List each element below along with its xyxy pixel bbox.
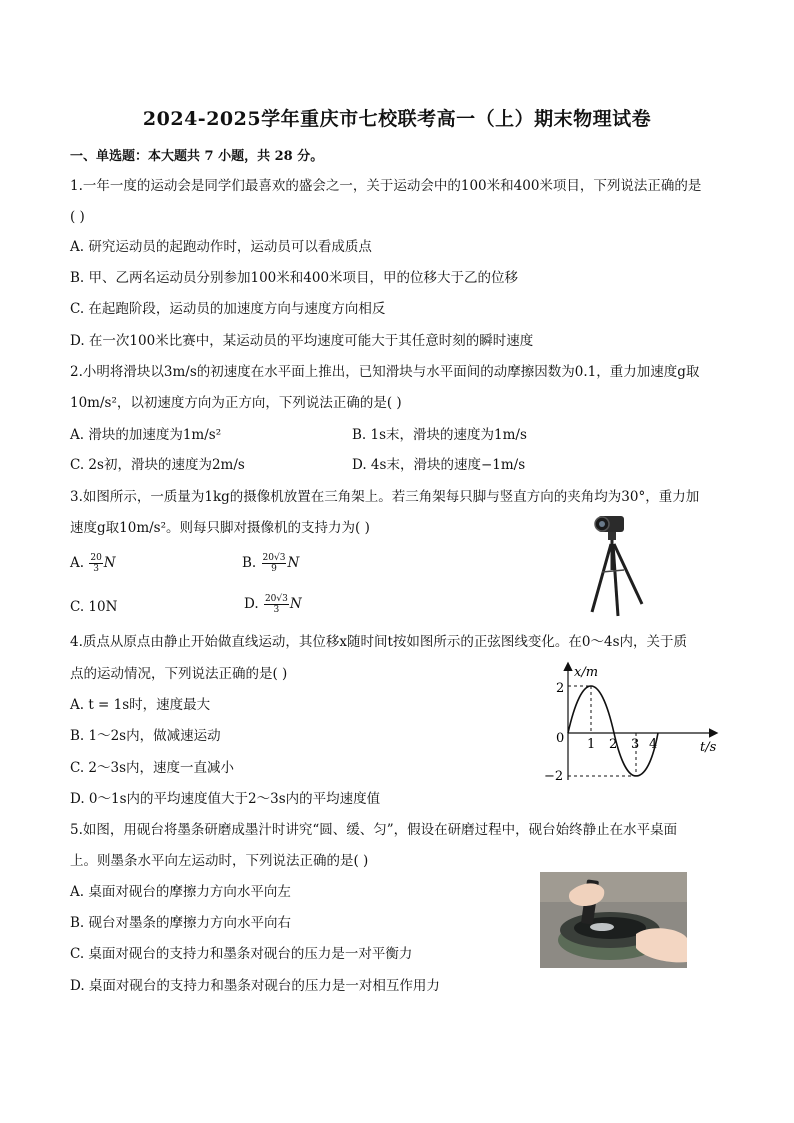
q4-option-c: C. 2～3s内，速度一直减小 [70, 760, 235, 776]
fraction-numerator: 20 [90, 553, 102, 563]
q2-stem-line2: 10m/s²，以初速度方向为正方向，下列说法正确的是( ) [70, 395, 402, 411]
q2-option-a: A. 滑块的加速度为1m/s² [70, 427, 222, 443]
x-tick-3: 3 [631, 737, 640, 752]
q1-stem-line1: 1.一年一度的运动会是同学们最喜欢的盛会之一，关于运动会中的100米和400米项目，下列说法正确的是 [70, 178, 702, 194]
q3-option-d-fraction [264, 594, 289, 615]
fraction-numerator: 20√3 [264, 594, 288, 604]
tripod-brace [602, 570, 624, 572]
q1-option-c: C. 在起跑阶段，运动员的加速度方向与速度方向相反 [70, 301, 386, 317]
unit: N [287, 555, 300, 571]
section-heading: 一、单选题：本大题共 7 小题，共 28 分。 [70, 149, 324, 164]
ink-reflection [590, 923, 614, 931]
y-tick-positive: 2 [556, 681, 565, 696]
q3-option-c: C. 10N [70, 599, 118, 615]
q4-option-b: B. 1～2s内，做减速运动 [70, 728, 221, 744]
origin-label: 0 [556, 731, 565, 746]
q3-option-b-label: B. [242, 555, 257, 571]
table-far [540, 872, 687, 902]
q4-option-a: A. t = 1s时，速度最大 [70, 697, 211, 713]
q4-stem-line1: 4.质点从原点由静止开始做直线运动，其位移x随时间t按如图所示的正弦图线变化。在0～4s内，关于质 [70, 634, 688, 650]
q3-option-a [70, 553, 116, 574]
x-axis-label: t/s [700, 740, 717, 755]
q5-stem-line2: 上。则墨条水平向左运动时，下列说法正确的是( ) [70, 853, 369, 869]
q3-option-d-label: D. [244, 596, 259, 612]
sine-displacement-graph [538, 658, 724, 786]
lens-glass [599, 521, 605, 527]
q1-stem-line2: ( ) [70, 209, 85, 225]
q5-stem-line1: 5.如图，用砚台将墨条研磨成墨汁时讲究“圆、缓、匀”，假设在研磨过程中，砚台始终静止在水平桌面 [70, 822, 678, 838]
x-tick-1: 1 [587, 737, 596, 752]
tripod-camera-image [578, 512, 650, 620]
fraction-numerator: 20√3 [262, 553, 286, 563]
unit: N [103, 555, 116, 571]
x-tick-4: 4 [649, 737, 658, 752]
q3-option-b-fraction [262, 553, 287, 574]
q4-option-d: D. 0～1s内的平均速度值大于2～3s内的平均速度值 [70, 791, 381, 807]
tripod-leg-left [592, 544, 611, 612]
tripod-leg-center [613, 544, 618, 616]
tripod-leg-right [614, 544, 642, 604]
q2-option-d: D. 4s末，滑块的速度−1m/s [352, 457, 526, 473]
x-tick-2: 2 [609, 737, 618, 752]
q1-option-b: B. 甲、乙两名运动员分别参加100米和400米项目，甲的位移大于乙的位移 [70, 270, 519, 286]
q2-stem-line1: 2.小明将滑块以3m/s的初速度在水平面上推出，已知滑块与水平面间的动摩擦因数为0.1，重力加速度g取 [70, 364, 700, 380]
q2-option-b: B. 1s末，滑块的速度为1m/s [352, 427, 527, 443]
y-tick-negative: −2 [544, 769, 564, 784]
q5-option-b: B. 砚台对墨条的摩擦力方向水平向右 [70, 915, 292, 931]
fraction-denominator: 3 [273, 605, 280, 615]
inkstone-photo [540, 872, 687, 968]
q3-option-d [244, 594, 302, 615]
q3-option-b [242, 553, 299, 574]
y-axis-label: x/m [574, 665, 599, 680]
q5-option-c: C. 桌面对砚台的支持力和墨条对砚台的压力是一对平衡力 [70, 946, 413, 962]
tripod-head [608, 532, 616, 540]
sine-curve [568, 686, 658, 776]
q3-option-a-fraction [89, 553, 102, 574]
unit: N [289, 596, 302, 612]
q5-option-a: A. 桌面对砚台的摩擦力方向水平向左 [70, 884, 291, 900]
q3-stem-line2: 速度g取10m/s²。则每只脚对摄像机的支持力为( ) [70, 520, 370, 536]
q1-option-d: D. 在一次100米比赛中，某运动员的平均速度可能大于其任意时刻的瞬时速度 [70, 333, 534, 349]
fraction-denominator: 9 [271, 564, 277, 574]
q2-option-c: C. 2s初，滑块的速度为2m/s [70, 457, 245, 473]
q3-option-a-label: A. [70, 555, 85, 571]
q3-stem-line1: 3.如图所示，一质量为1kg的摄像机放置在三角架上。若三角架每只脚与竖直方向的夹角均为30°，重力加 [70, 489, 700, 505]
q4-stem-line2: 点的运动情况，下列说法正确的是( ) [70, 666, 288, 682]
fraction-denominator: 3 [93, 564, 99, 574]
q5-option-d: D. 桌面对砚台的支持力和墨条对砚台的压力是一对相互作用力 [70, 978, 440, 994]
page-title: 2024-2025学年重庆市七校联考高一（上）期末物理试卷 [142, 108, 652, 130]
q1-option-a: A. 研究运动员的起跑动作时，运动员可以看成质点 [70, 239, 372, 255]
